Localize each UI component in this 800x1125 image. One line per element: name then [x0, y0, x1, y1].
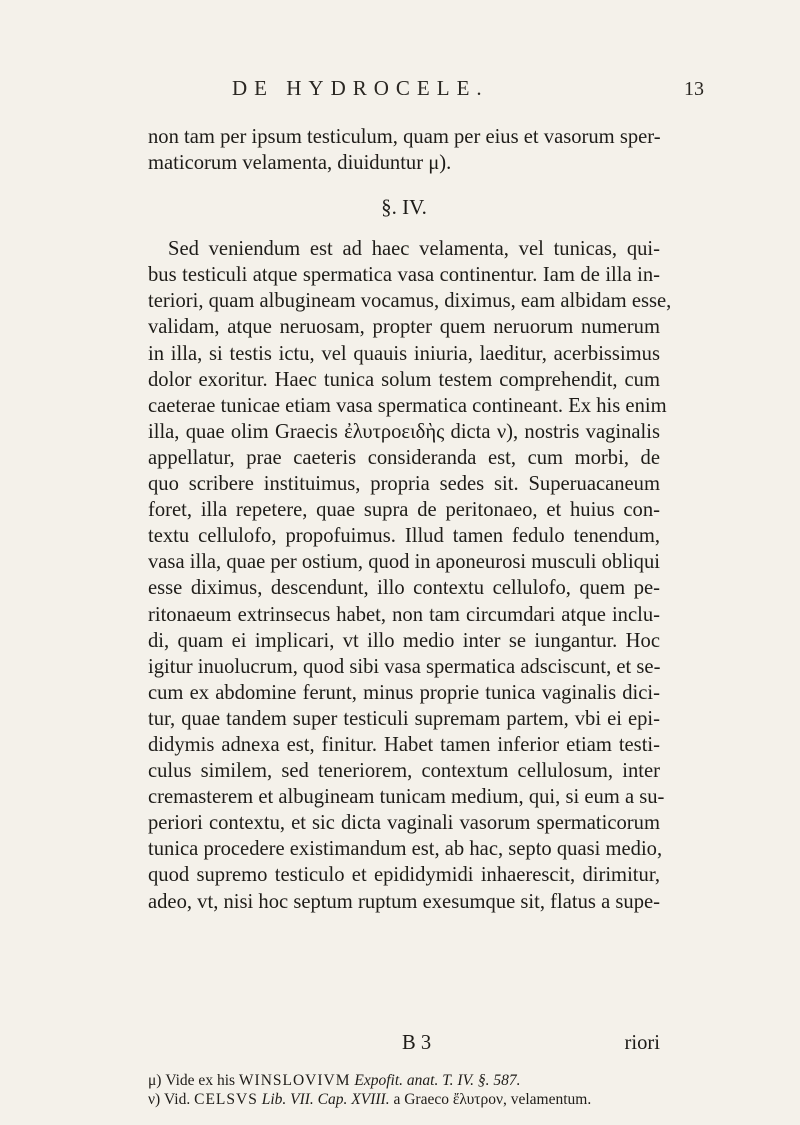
- text-line: quo scribere instituimus, propria sedes sit. Superuacaneum: [148, 473, 660, 496]
- text-line: textu cellulofo, propofuimus. Illud tamen fedulo tenendum,: [148, 525, 660, 548]
- text-line: tur, quae tandem super testiculi supremam partem, vbi ei epi-: [148, 707, 660, 730]
- text-line: di, quam ei implicari, vt illo medio inter se iungantur. Hoc: [148, 629, 660, 652]
- text-line: tunica procedere existimandum est, ab hac, septo quasi medio,: [148, 838, 663, 861]
- text-line: maticorum velamenta, diuiduntur μ).: [148, 152, 452, 175]
- running-head: [0, 76, 800, 106]
- text-line: caeterae tunicae etiam vasa spermatica contineant. Ex his enim: [148, 394, 667, 417]
- text-line: bus testiculi atque spermatica vasa continentur. Iam de illa in-: [148, 264, 660, 287]
- footnote-post: a Graeco ἔλυτρον, velamentum.: [393, 1091, 592, 1108]
- footnote-work: Expofit. anat. T. IV. §. 587.: [354, 1072, 521, 1089]
- text-line: igitur inuolucrum, quod sibi vasa spermatica adsciscunt, et se-: [148, 655, 661, 678]
- text-line: appellatur, prae caeteris consideranda est, cum morbi, de: [148, 446, 660, 469]
- text-line: validam, atque neruosam, propter quem neruorum numerum: [148, 316, 660, 339]
- footnote-author: WINSLOVIVM: [238, 1072, 351, 1089]
- footnote-pre: Vide ex his: [165, 1072, 236, 1089]
- catchword: riori: [624, 1032, 660, 1054]
- signature-line: [148, 1032, 660, 1058]
- text-line: foret, illa repetere, quae supra de peritonaeo, et huius con-: [148, 499, 660, 522]
- text-line: illa, quae olim Graecis ἐλυτροειδὴς dicta ν), nostris vaginalis: [148, 420, 660, 443]
- text-line: cremasterem et albugineam tunicam medium, qui, si eum a su-: [148, 786, 665, 809]
- main-text: [148, 124, 672, 915]
- section-heading: §. IV.: [381, 195, 427, 220]
- text-line: quod supremo testiculo et epididymidi inhaerescit, dirimitur,: [148, 864, 660, 887]
- text-line: periori contextu, et sic dicta vaginali vasorum spermaticorum: [148, 812, 660, 835]
- text-line: dolor exoritur. Haec tunica solum testem comprehendit, cum: [148, 368, 660, 391]
- signature-mark: B 3: [402, 1032, 432, 1054]
- footnote-marker: ν): [148, 1091, 161, 1108]
- footnote-work: Lib. VII. Cap. XVIII.: [261, 1091, 390, 1108]
- running-title: DE HYDROCELE.: [232, 76, 489, 100]
- footnote-mu: [148, 1071, 668, 1090]
- footnote-nu: [148, 1090, 668, 1109]
- text-line: vasa illa, quae per ostium, quod in aponeurosi musculi obliqui: [148, 551, 660, 574]
- footnote-marker: μ): [148, 1072, 162, 1089]
- text-line: ritonaeum extrinsecus habet, non tam circumdari atque inclu-: [148, 603, 660, 626]
- paragraph: [148, 236, 672, 914]
- text-line: culus similem, sed teneriorem, contextum cellulosum, inter: [148, 760, 660, 783]
- text-line: Sed veniendum est ad haec velamenta, vel tunicas, qui-: [168, 238, 660, 261]
- footnote-pre: Vid.: [164, 1091, 191, 1108]
- text-line: adeo, vt, nisi hoc septum ruptum exesumque sit, flatus a supe-: [148, 890, 660, 913]
- footnote-author: CELSVS: [194, 1091, 258, 1108]
- text-line: teriori, quam albugineam vocamus, diximus, eam albidam esse,: [148, 290, 672, 313]
- text-line: didymis adnexa est, finitur. Habet tamen inferior etiam testi-: [148, 733, 660, 756]
- text-line: cum ex abdomine ferunt, minus proprie tunica vaginalis dici-: [148, 681, 660, 704]
- text-line: esse diximus, descendunt, illo contextu cellulofo, quem pe-: [148, 577, 660, 600]
- text-line: in illa, si testis ictu, vel quauis iniuria, laeditur, acerbissimus: [148, 342, 660, 365]
- text-line: non tam per ipsum testiculum, quam per eius et vasorum sper-: [148, 126, 661, 148]
- page-number: 13: [684, 78, 704, 100]
- footnotes: [148, 1071, 668, 1109]
